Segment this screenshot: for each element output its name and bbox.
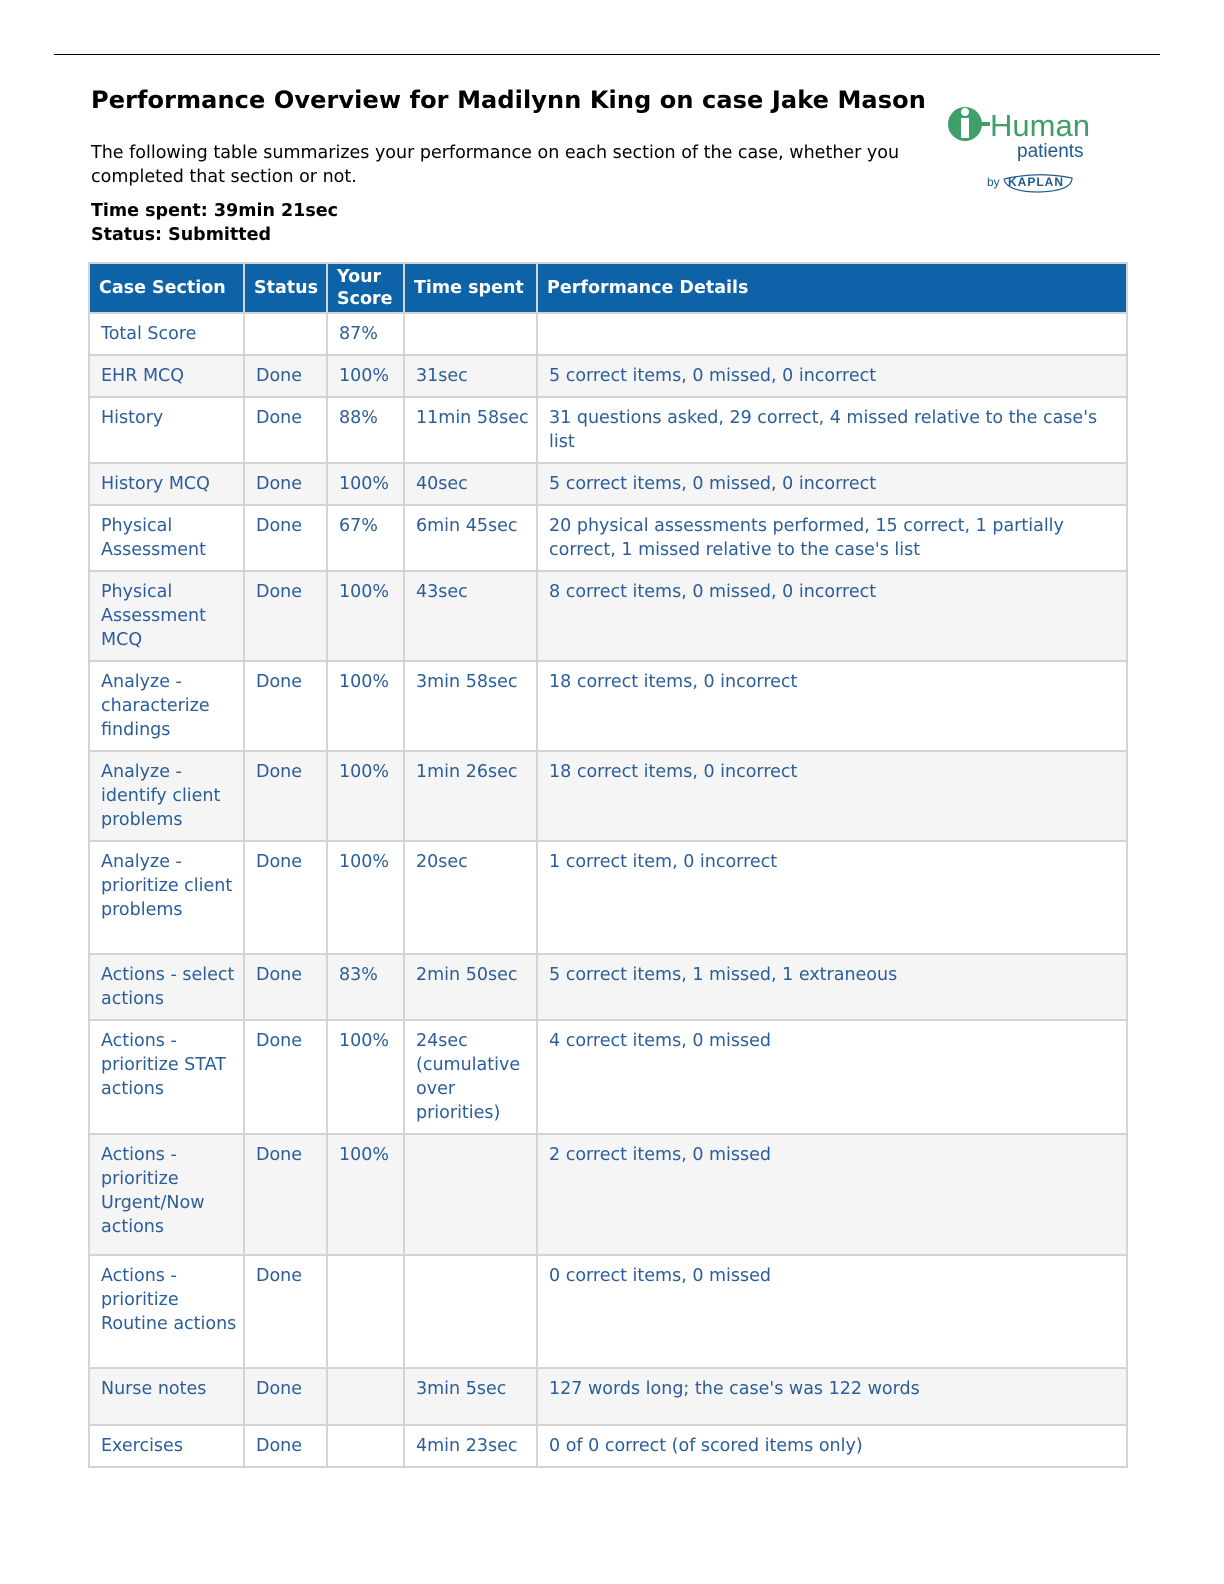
col-header-case-section: Case Section bbox=[89, 263, 244, 313]
summary-meta bbox=[91, 199, 338, 247]
cell-status: Done bbox=[244, 463, 327, 505]
cell-time: 31sec bbox=[404, 355, 537, 397]
table-row bbox=[89, 1255, 1127, 1368]
cell-status: Done bbox=[244, 1020, 327, 1134]
table-row bbox=[89, 1134, 1127, 1255]
cell-section: Actions - select actions bbox=[89, 954, 244, 1020]
cell-score bbox=[327, 1255, 404, 1368]
cell-section: Nurse notes bbox=[89, 1368, 244, 1425]
intro-text: The following table summarizes your performance on each section of the case, whether you completed that section or not. bbox=[91, 143, 900, 187]
cell-details: 4 correct items, 0 missed bbox=[537, 1020, 1127, 1134]
cell-status: Done bbox=[244, 1134, 327, 1255]
table-row bbox=[89, 1425, 1127, 1467]
submission-status: Status: Submitted bbox=[91, 225, 272, 245]
cell-time: 43sec bbox=[404, 571, 537, 661]
cell-details bbox=[537, 313, 1127, 355]
cell-details: 1 correct item, 0 incorrect bbox=[537, 841, 1127, 954]
cell-score: 100% bbox=[327, 463, 404, 505]
cell-details: 18 correct items, 0 incorrect bbox=[537, 661, 1127, 751]
col-header-performance-details: Performance Details bbox=[537, 263, 1127, 313]
cell-section: Analyze - prioritize client problems bbox=[89, 841, 244, 954]
cell-time: 40sec bbox=[404, 463, 537, 505]
table-row bbox=[89, 1020, 1127, 1134]
cell-score: 67% bbox=[327, 505, 404, 571]
cell-status: Done bbox=[244, 397, 327, 463]
top-divider bbox=[54, 54, 1160, 55]
cell-score: 100% bbox=[327, 841, 404, 954]
col-header-time-spent: Time spent bbox=[404, 263, 537, 313]
logo-company: KAPLAN bbox=[1008, 175, 1064, 189]
cell-time: 1min 26sec bbox=[404, 751, 537, 841]
cell-section: Analyze - characterize findings bbox=[89, 661, 244, 751]
cell-time: 3min 58sec bbox=[404, 661, 537, 751]
cell-score: 88% bbox=[327, 397, 404, 463]
cell-details: 0 of 0 correct (of scored items only) bbox=[537, 1425, 1127, 1467]
cell-status: Done bbox=[244, 841, 327, 954]
cell-time: 6min 45sec bbox=[404, 505, 537, 571]
cell-section: EHR MCQ bbox=[89, 355, 244, 397]
cell-section: History bbox=[89, 397, 244, 463]
cell-time: 2min 50sec bbox=[404, 954, 537, 1020]
cell-status: Done bbox=[244, 505, 327, 571]
cell-score: 100% bbox=[327, 1020, 404, 1134]
cell-status: Done bbox=[244, 751, 327, 841]
cell-status: Done bbox=[244, 355, 327, 397]
cell-details: 127 words long; the case's was 122 words bbox=[537, 1368, 1127, 1425]
cell-section: Total Score bbox=[89, 313, 244, 355]
cell-section: Actions - prioritize Urgent/Now actions bbox=[89, 1134, 244, 1255]
cell-status bbox=[244, 313, 327, 355]
cell-score: 100% bbox=[327, 751, 404, 841]
cell-time bbox=[404, 313, 537, 355]
cell-details: 5 correct items, 0 missed, 0 incorrect bbox=[537, 463, 1127, 505]
table-row bbox=[89, 463, 1127, 505]
table-row bbox=[89, 751, 1127, 841]
cell-time: 24sec (cumulative over priorities) bbox=[404, 1020, 537, 1134]
cell-details: 5 correct items, 1 missed, 1 extraneous bbox=[537, 954, 1127, 1020]
cell-time bbox=[404, 1255, 537, 1368]
table-row bbox=[89, 661, 1127, 751]
table-row bbox=[89, 397, 1127, 463]
table-row bbox=[89, 841, 1127, 954]
logo-brand: Human bbox=[990, 108, 1090, 143]
table-row bbox=[89, 954, 1127, 1020]
cell-score: 100% bbox=[327, 661, 404, 751]
cell-score: 100% bbox=[327, 1134, 404, 1255]
cell-section: Actions - prioritize STAT actions bbox=[89, 1020, 244, 1134]
cell-score bbox=[327, 1368, 404, 1425]
logo-by: by bbox=[987, 175, 1000, 189]
cell-section: Physical Assessment bbox=[89, 505, 244, 571]
page-title: Performance Overview for Madilynn King on case Jake Mason bbox=[91, 86, 926, 114]
table-row bbox=[89, 313, 1127, 355]
cell-score: 100% bbox=[327, 571, 404, 661]
performance-table bbox=[88, 262, 1128, 1468]
cell-section: History MCQ bbox=[89, 463, 244, 505]
cell-status: Done bbox=[244, 1255, 327, 1368]
col-header-status: Status bbox=[244, 263, 327, 313]
cell-status: Done bbox=[244, 1425, 327, 1467]
cell-score: 83% bbox=[327, 954, 404, 1020]
cell-section: Actions - prioritize Routine actions bbox=[89, 1255, 244, 1368]
cell-details: 2 correct items, 0 missed bbox=[537, 1134, 1127, 1255]
logo-sub: patients bbox=[1017, 141, 1084, 162]
ihuman-logo bbox=[944, 100, 1114, 195]
table-row bbox=[89, 571, 1127, 661]
cell-score bbox=[327, 1425, 404, 1467]
cell-details: 8 correct items, 0 missed, 0 incorrect bbox=[537, 571, 1127, 661]
cell-section: Analyze - identify client problems bbox=[89, 751, 244, 841]
cell-time: 3min 5sec bbox=[404, 1368, 537, 1425]
cell-score: 100% bbox=[327, 355, 404, 397]
cell-details: 5 correct items, 0 missed, 0 incorrect bbox=[537, 355, 1127, 397]
cell-details: 18 correct items, 0 incorrect bbox=[537, 751, 1127, 841]
cell-details: 31 questions asked, 29 correct, 4 missed relative to the case's list bbox=[537, 397, 1127, 463]
cell-status: Done bbox=[244, 1368, 327, 1425]
cell-time: 4min 23sec bbox=[404, 1425, 537, 1467]
cell-status: Done bbox=[244, 571, 327, 661]
cell-time: 20sec bbox=[404, 841, 537, 954]
table-row bbox=[89, 1368, 1127, 1425]
cell-time: 11min 58sec bbox=[404, 397, 537, 463]
cell-details: 20 physical assessments performed, 15 correct, 1 partially correct, 1 missed relative to the case's list bbox=[537, 505, 1127, 571]
table-row bbox=[89, 505, 1127, 571]
cell-score: 87% bbox=[327, 313, 404, 355]
cell-status: Done bbox=[244, 661, 327, 751]
table-header-row bbox=[89, 263, 1127, 313]
cell-status: Done bbox=[244, 954, 327, 1020]
cell-section: Exercises bbox=[89, 1425, 244, 1467]
cell-time bbox=[404, 1134, 537, 1255]
cell-details: 0 correct items, 0 missed bbox=[537, 1255, 1127, 1368]
table-row bbox=[89, 355, 1127, 397]
cell-section: Physical Assessment MCQ bbox=[89, 571, 244, 661]
col-header-your-score: Your Score bbox=[327, 263, 404, 313]
time-spent-total: Time spent: 39min 21sec bbox=[91, 201, 339, 221]
